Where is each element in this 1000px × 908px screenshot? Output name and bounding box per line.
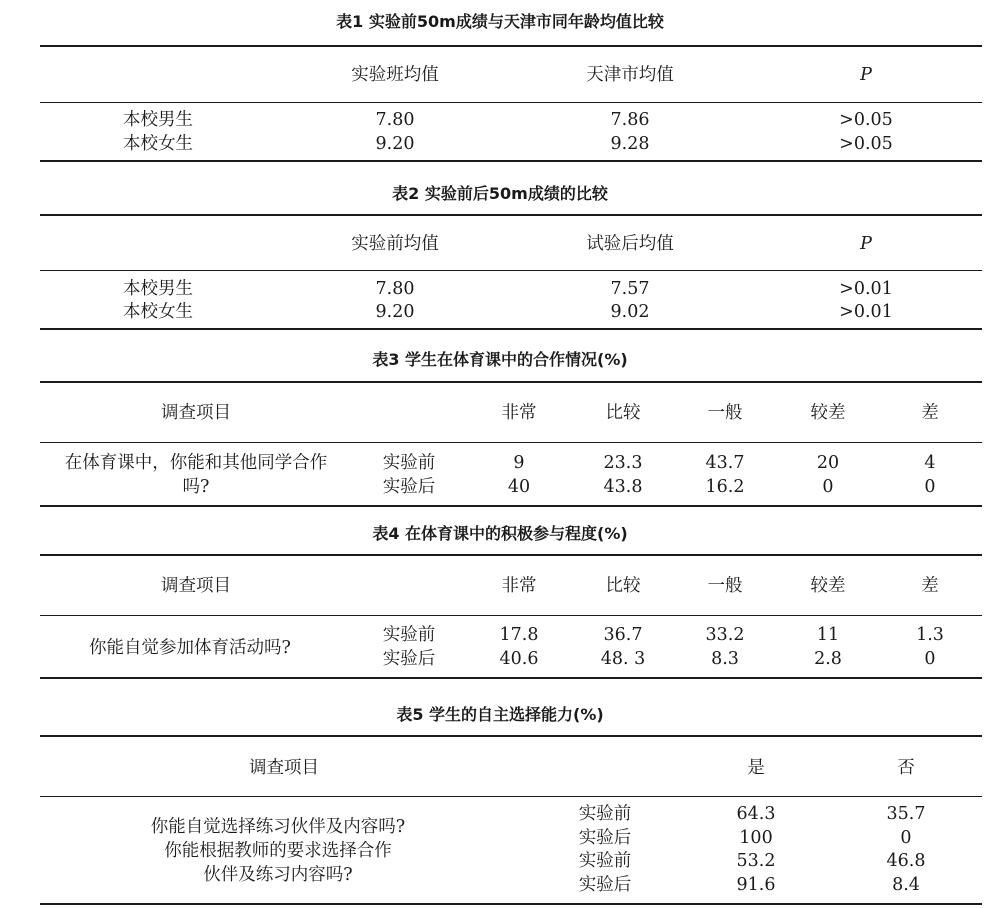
table5-cell: 91.6 xyxy=(736,875,776,895)
table3-header-col: 比较 xyxy=(605,403,641,423)
table4-top-rule xyxy=(40,554,982,556)
table5-header-no: 否 xyxy=(897,758,915,778)
table5-question-line: 你能根据教师的要求选择合作 xyxy=(164,841,392,861)
table4-cell: 11 xyxy=(816,625,840,645)
table4-cell: 2.8 xyxy=(814,649,842,669)
table2-header-p: P xyxy=(860,234,872,254)
table2-header-before-mean: 实验前均值 xyxy=(351,234,439,254)
table3-caption: 表3 学生在体育课中的合作情况(%) xyxy=(372,350,628,369)
table4-cell: 36.7 xyxy=(603,625,643,645)
table5-mid-rule xyxy=(40,796,982,797)
table1-header-class-mean: 实验班均值 xyxy=(351,65,439,85)
table5-caption: 表5 学生的自主选择能力(%) xyxy=(396,705,604,724)
table2-cell: 9.02 xyxy=(610,302,650,322)
table5-cell: 35.7 xyxy=(886,804,926,824)
table3-cell: 40 xyxy=(507,477,531,497)
table1-caption: 表1 实验前50m成绩与天津市同年龄均值比较 xyxy=(336,12,664,31)
table1-cell: 7.86 xyxy=(610,110,650,130)
table3-phase: 实验后 xyxy=(382,477,436,497)
table1-header-city-mean: 天津市均值 xyxy=(586,65,674,85)
table5-phase: 实验前 xyxy=(578,851,632,871)
table4-header-item: 调查项目 xyxy=(161,576,231,596)
table1-row-label: 本校女生 xyxy=(123,134,193,154)
table3-cell: 16.2 xyxy=(705,477,745,497)
table3-header-item: 调查项目 xyxy=(161,403,231,423)
table4-header-col: 比较 xyxy=(605,576,641,596)
table3-header-col: 差 xyxy=(921,403,939,423)
table4-cell: 17.8 xyxy=(499,625,539,645)
table2-mid-rule xyxy=(40,270,982,271)
table3-cell: 23.3 xyxy=(603,453,643,473)
table2-caption: 表2 实验前后50m成绩的比较 xyxy=(392,184,608,203)
table3-cell: 43.8 xyxy=(603,477,643,497)
table1-top-rule xyxy=(40,45,982,47)
table5-header-item: 调查项目 xyxy=(249,758,319,778)
table1-bottom-rule xyxy=(40,160,982,162)
table2-row-label: 本校女生 xyxy=(123,302,193,322)
table4-caption: 表4 在体育课中的积极参与程度(%) xyxy=(372,524,628,543)
table2-cell: 7.80 xyxy=(375,279,415,299)
table4-cell: 40.6 xyxy=(499,649,539,669)
table1-cell: 9.20 xyxy=(375,134,415,154)
table5-header-yes: 是 xyxy=(747,758,765,778)
table5-phase: 实验后 xyxy=(578,828,632,848)
table3-bottom-rule xyxy=(40,505,982,507)
table5-top-rule xyxy=(40,735,982,737)
table3-top-rule xyxy=(40,381,982,383)
table5-phase: 实验后 xyxy=(578,875,632,895)
table5-phase: 实验前 xyxy=(578,804,632,824)
table1-header-p: P xyxy=(860,65,872,85)
table1-mid-rule xyxy=(40,102,982,103)
table5-cell: 64.3 xyxy=(736,804,776,824)
table4-cell: 0 xyxy=(924,649,936,669)
table3-cell: 0 xyxy=(822,477,834,497)
table4-header-col: 非常 xyxy=(501,576,537,596)
table1-cell: 7.80 xyxy=(375,110,415,130)
table3-cell: 9 xyxy=(513,453,525,473)
table2-cell: >0.01 xyxy=(839,279,893,299)
table1-cell: 9.28 xyxy=(610,134,650,154)
table2-bottom-rule xyxy=(40,328,982,330)
table4-header-col: 一般 xyxy=(707,576,743,596)
table4-cell: 33.2 xyxy=(705,625,745,645)
table4-header-col: 较差 xyxy=(810,576,846,596)
table4-mid-rule xyxy=(40,615,982,616)
table5-cell: 0 xyxy=(900,828,912,848)
table4-cell: 1.3 xyxy=(916,625,944,645)
table3-header-col: 一般 xyxy=(707,403,743,423)
table4-header-col: 差 xyxy=(921,576,939,596)
table5-bottom-rule xyxy=(40,903,982,905)
table3-cell: 43.7 xyxy=(705,453,745,473)
table4-bottom-rule xyxy=(40,677,982,679)
table4-cell: 8.3 xyxy=(711,649,739,669)
table5-cell: 8.4 xyxy=(892,875,920,895)
table1-cell: >0.05 xyxy=(839,110,893,130)
table3-question-line: 在体育课中，你能和其他同学合作 xyxy=(64,453,328,473)
table2-cell: 9.20 xyxy=(375,302,415,322)
table2-top-rule xyxy=(40,214,982,216)
table5-cell: 46.8 xyxy=(886,851,926,871)
table1-row-label: 本校男生 xyxy=(123,110,193,130)
table2-header-after-mean: 试验后均值 xyxy=(586,234,674,254)
table3-cell: 20 xyxy=(816,453,840,473)
table3-cell: 4 xyxy=(924,453,936,473)
table2-row-label: 本校男生 xyxy=(123,279,193,299)
table2-cell: >0.01 xyxy=(839,302,893,322)
table3-phase: 实验前 xyxy=(382,453,436,473)
table1-cell: >0.05 xyxy=(839,134,893,154)
table4-phase: 实验后 xyxy=(382,649,436,669)
table5-question-line: 伙伴及练习内容吗? xyxy=(203,865,353,885)
table2-cell: 7.57 xyxy=(610,279,650,299)
table5-cell: 100 xyxy=(739,828,773,848)
table3-header-col: 非常 xyxy=(501,403,537,423)
table3-header-col: 较差 xyxy=(810,403,846,423)
table3-mid-rule xyxy=(40,442,982,443)
table3-cell: 0 xyxy=(924,477,936,497)
table4-phase: 实验前 xyxy=(382,625,436,645)
table5-cell: 53.2 xyxy=(736,851,776,871)
table4-cell: 48. 3 xyxy=(600,649,646,669)
table4-question: 你能自觉参加体育活动吗? xyxy=(89,638,291,658)
table3-question-line: 吗? xyxy=(182,477,210,497)
table5-question-line: 你能自觉选择练习伙伴及内容吗? xyxy=(150,817,406,837)
